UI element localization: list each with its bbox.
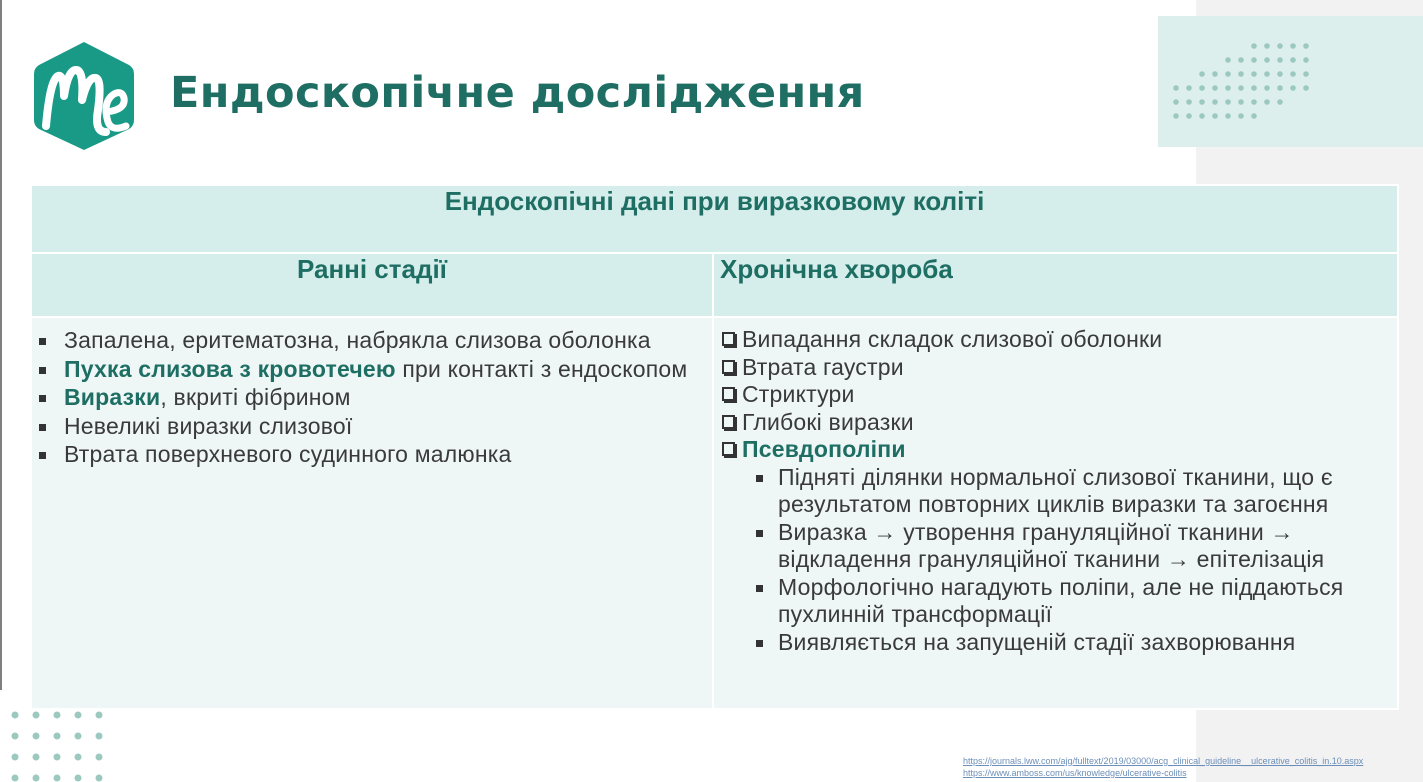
list-item: Втрата гаустри [722, 354, 1397, 382]
checkbox-bullet-icon [722, 442, 735, 456]
checkbox-bullet-icon [722, 387, 735, 401]
checkbox-bullet-icon [722, 360, 735, 374]
early-stage-cell [31, 317, 713, 709]
list-item: Виразка → утворення грануляційної тканини → відкладення грануляційної тканини → епітелізація [778, 519, 1397, 574]
list-item: Виразки, вкриті фібрином [64, 383, 712, 412]
list-item: Стриктури [722, 381, 1397, 409]
pseudopolyps-sublist [742, 464, 1397, 657]
list-item-pseudopolyps: Псевдополіпи Підняті ділянки нормальної слизової тканини, що є результатом повторних циклів виразки та загоєння Виразка → утворення грануляційної тканини → відкладення грануляційної тканини → епітелізація Морфологічно нагадують поліпи, але не піддаються пухлинній трансформації Виявляється на запущеній стадії захворювання [722, 436, 1397, 656]
chronic-disease-list [714, 318, 1397, 656]
early-stage-list [32, 318, 712, 469]
decorative-dots-bottom-left [10, 710, 110, 782]
left-edge-line [0, 0, 2, 690]
chronic-disease-cell [713, 317, 1398, 709]
list-item: Морфологічно нагадують поліпи, але не піддаються пухлинній трансформації [778, 574, 1397, 629]
column-header-chronic: Хронічна хвороба [713, 253, 1398, 317]
list-item: Запалена, еритематозна, набрякла слизова оболонка [64, 326, 712, 355]
list-item: Втрата поверхневого судинного малюнка [64, 440, 712, 469]
reference-link[interactable]: https://www.amboss.com/us/knowledge/ulcerative-colitis [963, 768, 1187, 778]
checkbox-bullet-icon [722, 332, 735, 346]
column-header-early: Ранні стадії [31, 253, 713, 317]
page-title: Ендоскопічне дослідження [170, 68, 865, 118]
list-item: Пухка слизова з кровотечею при контакті з ендоскопом [64, 355, 712, 384]
table-header: Ендоскопічні дані при виразковому коліті [31, 185, 1398, 253]
list-item: Глибокі виразки [722, 409, 1397, 437]
decorative-dots-top-right [1170, 40, 1316, 120]
reference-link[interactable]: https://journals.lww.com/ajg/fulltext/2019/03000/acg_clinical_guideline__ulcerative_colitis_in.10.aspx [963, 756, 1364, 766]
checkbox-bullet-icon [722, 415, 735, 429]
references [963, 755, 1363, 779]
list-item: Підняті ділянки нормальної слизової тканини, що є результатом повторних циклів виразки та загоєння [778, 464, 1397, 519]
me-logo-icon [32, 40, 136, 152]
endoscopy-table [30, 184, 1399, 710]
list-item: Невеликі виразки слизової [64, 412, 712, 441]
list-item: Виявляється на запущеній стадії захворювання [778, 629, 1397, 657]
list-item: Випадання складок слизової оболонки [722, 326, 1397, 354]
